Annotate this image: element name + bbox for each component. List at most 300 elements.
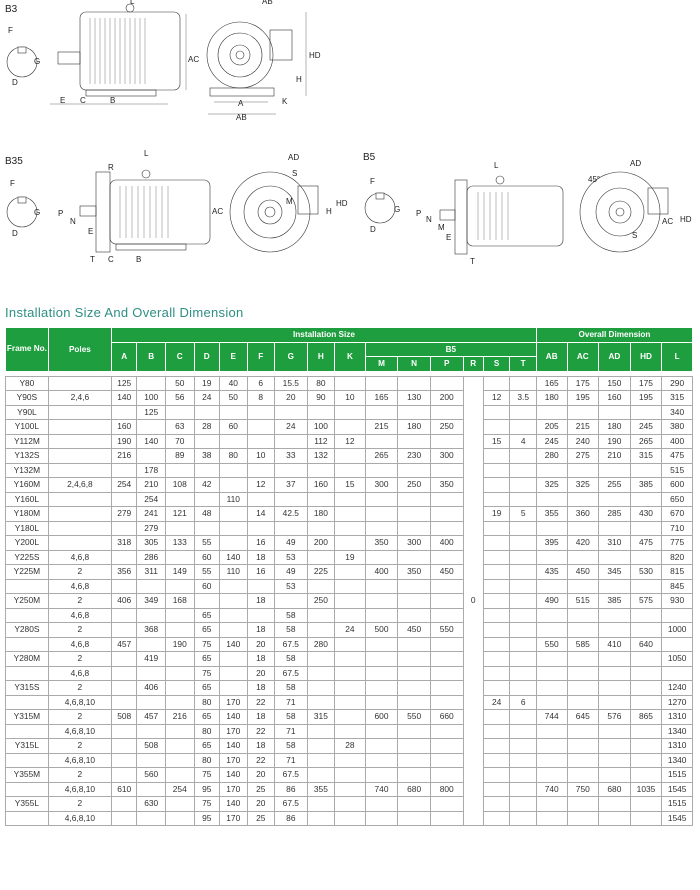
svg-text:L: L [130,0,135,6]
cell-frame [6,666,49,681]
cell-P [430,492,463,507]
cell-K [335,608,366,623]
svg-text:T: T [470,257,475,266]
cell-E: 140 [219,768,247,783]
cell-G [275,434,308,449]
cell-L: 380 [662,420,693,435]
cell-AB [536,666,567,681]
cell-AB: 490 [536,594,567,609]
cell-AC [567,492,599,507]
header-col-P: P [430,357,463,372]
cell-AC: 240 [567,434,599,449]
header-frame: Frame No. [6,328,49,372]
table-row [6,695,693,710]
cell-B [137,608,166,623]
cell-B [137,666,166,681]
cell-poles: 4,6,8 [48,608,111,623]
cell-AC [567,608,599,623]
cell-T [510,420,537,435]
cell-G [275,521,308,536]
cell-L [662,666,693,681]
cell-S [483,710,509,725]
header-col-N: N [398,357,431,372]
cell-HD [630,492,662,507]
cell-S: 15 [483,434,509,449]
cell-P [430,521,463,536]
cell-B [137,420,166,435]
cell-N: 300 [398,536,431,551]
cell-frame: Y80 [6,376,49,391]
cell-K [335,463,366,478]
cell-L: 815 [662,565,693,580]
cell-C [165,652,194,667]
cell-M [365,579,398,594]
table-row [6,492,693,507]
cell-P: 800 [430,782,463,797]
cell-K [335,695,366,710]
cell-AD [599,463,631,478]
cell-HD [630,652,662,667]
cell-M: 350 [365,536,398,551]
cell-K [335,405,366,420]
cell-H [307,550,335,565]
svg-text:F: F [10,179,15,188]
header-col-L: L [662,342,693,371]
cell-M [365,463,398,478]
cell-E: 60 [219,420,247,435]
cell-AC [567,652,599,667]
cell-C [165,405,194,420]
cell-frame [6,579,49,594]
table-row [6,478,693,493]
cell-C: 190 [165,637,194,652]
cell-H [307,521,335,536]
cell-C: 63 [165,420,194,435]
cell-HD [630,695,662,710]
cell-P [430,579,463,594]
cell-G: 20 [275,391,308,406]
cell-P [430,724,463,739]
cell-T [510,652,537,667]
cell-M: 500 [365,623,398,638]
table-row [6,652,693,667]
cell-AB [536,652,567,667]
cell-B [137,695,166,710]
cell-AB [536,623,567,638]
cell-M: 740 [365,782,398,797]
cell-A [111,753,136,768]
cell-B [137,376,166,391]
cell-H [307,666,335,681]
cell-S [483,594,509,609]
cell-H [307,405,335,420]
cell-E [219,666,247,681]
cell-K [335,753,366,768]
svg-text:AC: AC [212,207,224,216]
cell-A: 508 [111,710,136,725]
cell-HD [630,768,662,783]
cell-AB [536,695,567,710]
cell-H: 315 [307,710,335,725]
cell-HD: 530 [630,565,662,580]
cell-HD [630,811,662,826]
cell-AD [599,405,631,420]
cell-AD [599,652,631,667]
cell-frame: Y112M [6,434,49,449]
svg-text:HD: HD [336,199,348,208]
cell-F: 18 [247,594,275,609]
cell-S [483,623,509,638]
cell-M [365,521,398,536]
cell-B: 560 [137,768,166,783]
cell-poles [48,507,111,522]
cell-P: 350 [430,478,463,493]
cell-K [335,782,366,797]
cell-D: 80 [194,753,219,768]
cell-S [483,463,509,478]
cell-A [111,797,136,812]
cell-G: 53 [275,550,308,565]
cell-F: 10 [247,449,275,464]
cell-C [165,492,194,507]
cell-AB [536,405,567,420]
cell-HD: 1035 [630,782,662,797]
cell-T: 4 [510,434,537,449]
cell-F: 18 [247,623,275,638]
cell-P: 400 [430,536,463,551]
cell-M: 300 [365,478,398,493]
cell-E [219,536,247,551]
cell-G: 49 [275,565,308,580]
cell-E [219,579,247,594]
cell-AD [599,797,631,812]
cell-AD: 410 [599,637,631,652]
cell-E [219,681,247,696]
cell-frame: Y315S [6,681,49,696]
cell-P [430,797,463,812]
svg-text:P: P [58,209,64,218]
cell-frame [6,695,49,710]
table-row [6,797,693,812]
cell-L: 710 [662,521,693,536]
cell-A: 279 [111,507,136,522]
cell-H [307,753,335,768]
cell-S [483,724,509,739]
cell-H: 100 [307,420,335,435]
table-row [6,739,693,754]
cell-T [510,478,537,493]
cell-N [398,637,431,652]
cell-D [194,434,219,449]
cell-HD [630,666,662,681]
cell-T [510,565,537,580]
cell-T [510,594,537,609]
cell-C: 149 [165,565,194,580]
cell-A [111,768,136,783]
cell-frame: Y355L [6,797,49,812]
cell-H [307,797,335,812]
cell-poles: 2 [48,681,111,696]
cell-AC [567,739,599,754]
cell-E: 110 [219,492,247,507]
cell-S [483,521,509,536]
svg-text:HD: HD [309,51,321,60]
cell-AC: 645 [567,710,599,725]
table-row [6,753,693,768]
cell-AD [599,666,631,681]
cell-T [510,579,537,594]
cell-N [398,463,431,478]
cell-F: 6 [247,376,275,391]
cell-C: 56 [165,391,194,406]
svg-text:B: B [136,255,142,264]
svg-text:G: G [394,205,401,214]
cell-L: 1545 [662,782,693,797]
cell-AB [536,550,567,565]
cell-L: 670 [662,507,693,522]
cell-F: 22 [247,695,275,710]
cell-C [165,623,194,638]
cell-N [398,739,431,754]
cell-N [398,724,431,739]
cell-B: 286 [137,550,166,565]
cell-H: 250 [307,594,335,609]
cell-AC: 215 [567,420,599,435]
svg-text:M: M [438,223,445,232]
cell-frame: Y200L [6,536,49,551]
cell-S [483,739,509,754]
cell-frame: Y160M [6,478,49,493]
cell-P [430,753,463,768]
cell-C [165,521,194,536]
cell-A [111,811,136,826]
cell-L: 515 [662,463,693,478]
cell-D: 48 [194,507,219,522]
cell-T [510,463,537,478]
cell-B: 508 [137,739,166,754]
cell-S [483,681,509,696]
cell-A: 140 [111,391,136,406]
cell-G [275,405,308,420]
cell-C [165,608,194,623]
cell-G: 58 [275,681,308,696]
cell-F: 18 [247,739,275,754]
cell-K [335,536,366,551]
cell-C: 254 [165,782,194,797]
svg-text:P: P [416,209,422,218]
cell-E: 140 [219,637,247,652]
cell-AB [536,724,567,739]
svg-text:K: K [282,97,288,106]
cell-poles: 2,4,6,8 [48,478,111,493]
cell-F: 18 [247,652,275,667]
cell-H [307,579,335,594]
cell-D: 60 [194,550,219,565]
cell-HD [630,724,662,739]
cell-AB [536,811,567,826]
cell-HD: 245 [630,420,662,435]
cell-H [307,492,335,507]
svg-text:S: S [292,169,298,178]
cell-poles: 2 [48,768,111,783]
cell-C: 168 [165,594,194,609]
cell-N [398,434,431,449]
cell-T [510,753,537,768]
cell-poles: 4,6,8,10 [48,753,111,768]
table-row [6,768,693,783]
table-row [6,623,693,638]
cell-E [219,507,247,522]
cell-E [219,652,247,667]
header-b5: B5 [365,342,536,357]
cell-E [219,463,247,478]
cell-P [430,463,463,478]
cell-H: 90 [307,391,335,406]
cell-T [510,782,537,797]
cell-H: 225 [307,565,335,580]
cell-F: 14 [247,507,275,522]
cell-AD [599,811,631,826]
cell-P [430,376,463,391]
cell-AB: 165 [536,376,567,391]
cell-frame: Y132S [6,449,49,464]
svg-text:S: S [632,231,638,240]
cell-AD [599,550,631,565]
cell-E: 170 [219,695,247,710]
cell-P [430,507,463,522]
header-overall-dimension: Overall Dimension [536,328,692,343]
cell-M [365,405,398,420]
cell-D: 60 [194,579,219,594]
cell-T [510,536,537,551]
cell-K [335,666,366,681]
cell-S [483,608,509,623]
cell-S [483,811,509,826]
cell-E: 110 [219,565,247,580]
cell-AB: 355 [536,507,567,522]
cell-B: 178 [137,463,166,478]
cell-F: 12 [247,478,275,493]
table-row [6,536,693,551]
cell-F [247,405,275,420]
cell-C [165,739,194,754]
cell-E [219,405,247,420]
cell-D: 95 [194,811,219,826]
cell-B: 305 [137,536,166,551]
cell-L: 1270 [662,695,693,710]
cell-D: 95 [194,782,219,797]
cell-L: 930 [662,594,693,609]
cell-T [510,768,537,783]
header-installation-size: Installation Size [111,328,536,343]
drawing-canvas [0,0,700,300]
cell-G: 15.5 [275,376,308,391]
cell-M [365,768,398,783]
cell-poles [48,521,111,536]
cell-AC [567,768,599,783]
cell-G [275,463,308,478]
cell-C: 133 [165,536,194,551]
cell-A: 457 [111,637,136,652]
cell-G [275,492,308,507]
svg-text:AB: AB [262,0,273,6]
cell-HD [630,579,662,594]
b3-end-view [207,22,273,88]
cell-HD: 575 [630,594,662,609]
cell-S [483,652,509,667]
cell-C: 89 [165,449,194,464]
table-row [6,434,693,449]
cell-N [398,492,431,507]
cell-F: 16 [247,565,275,580]
cell-HD: 175 [630,376,662,391]
cell-F [247,608,275,623]
cell-C [165,579,194,594]
cell-N [398,768,431,783]
cell-L: 1240 [662,681,693,696]
cell-T [510,376,537,391]
cell-K: 28 [335,739,366,754]
b35-drawing [5,149,348,264]
motor-drawings [0,0,700,300]
cell-B [137,637,166,652]
b5-side-body [467,186,563,246]
cell-T [510,608,537,623]
cell-M [365,666,398,681]
cell-B [137,579,166,594]
cell-HD [630,681,662,696]
cell-A [111,521,136,536]
cell-AD [599,521,631,536]
header-col-A: A [111,342,136,371]
cell-C: 216 [165,710,194,725]
cell-HD [630,753,662,768]
table-row [6,594,693,609]
cell-F: 18 [247,681,275,696]
cell-D: 55 [194,565,219,580]
cell-M [365,797,398,812]
cell-D: 80 [194,724,219,739]
cell-R: 0 [463,376,483,826]
cell-E: 140 [219,797,247,812]
cell-M: 215 [365,420,398,435]
table-row [6,637,693,652]
cell-AD [599,753,631,768]
cell-D [194,405,219,420]
header-col-M: M [365,357,398,372]
cell-AC: 175 [567,376,599,391]
cell-AD [599,681,631,696]
svg-text:H: H [326,207,332,216]
cell-H: 80 [307,376,335,391]
cell-poles: 4,6,8 [48,637,111,652]
cell-L: 1515 [662,768,693,783]
cell-N [398,681,431,696]
cell-AD: 190 [599,434,631,449]
cell-S [483,579,509,594]
cell-L: 290 [662,376,693,391]
cell-K [335,652,366,667]
cell-F: 8 [247,391,275,406]
cell-P: 250 [430,420,463,435]
table-row [6,782,693,797]
cell-F [247,492,275,507]
cell-P: 200 [430,391,463,406]
cell-D: 65 [194,608,219,623]
svg-text:L: L [494,161,499,170]
cell-K [335,724,366,739]
cell-P [430,608,463,623]
